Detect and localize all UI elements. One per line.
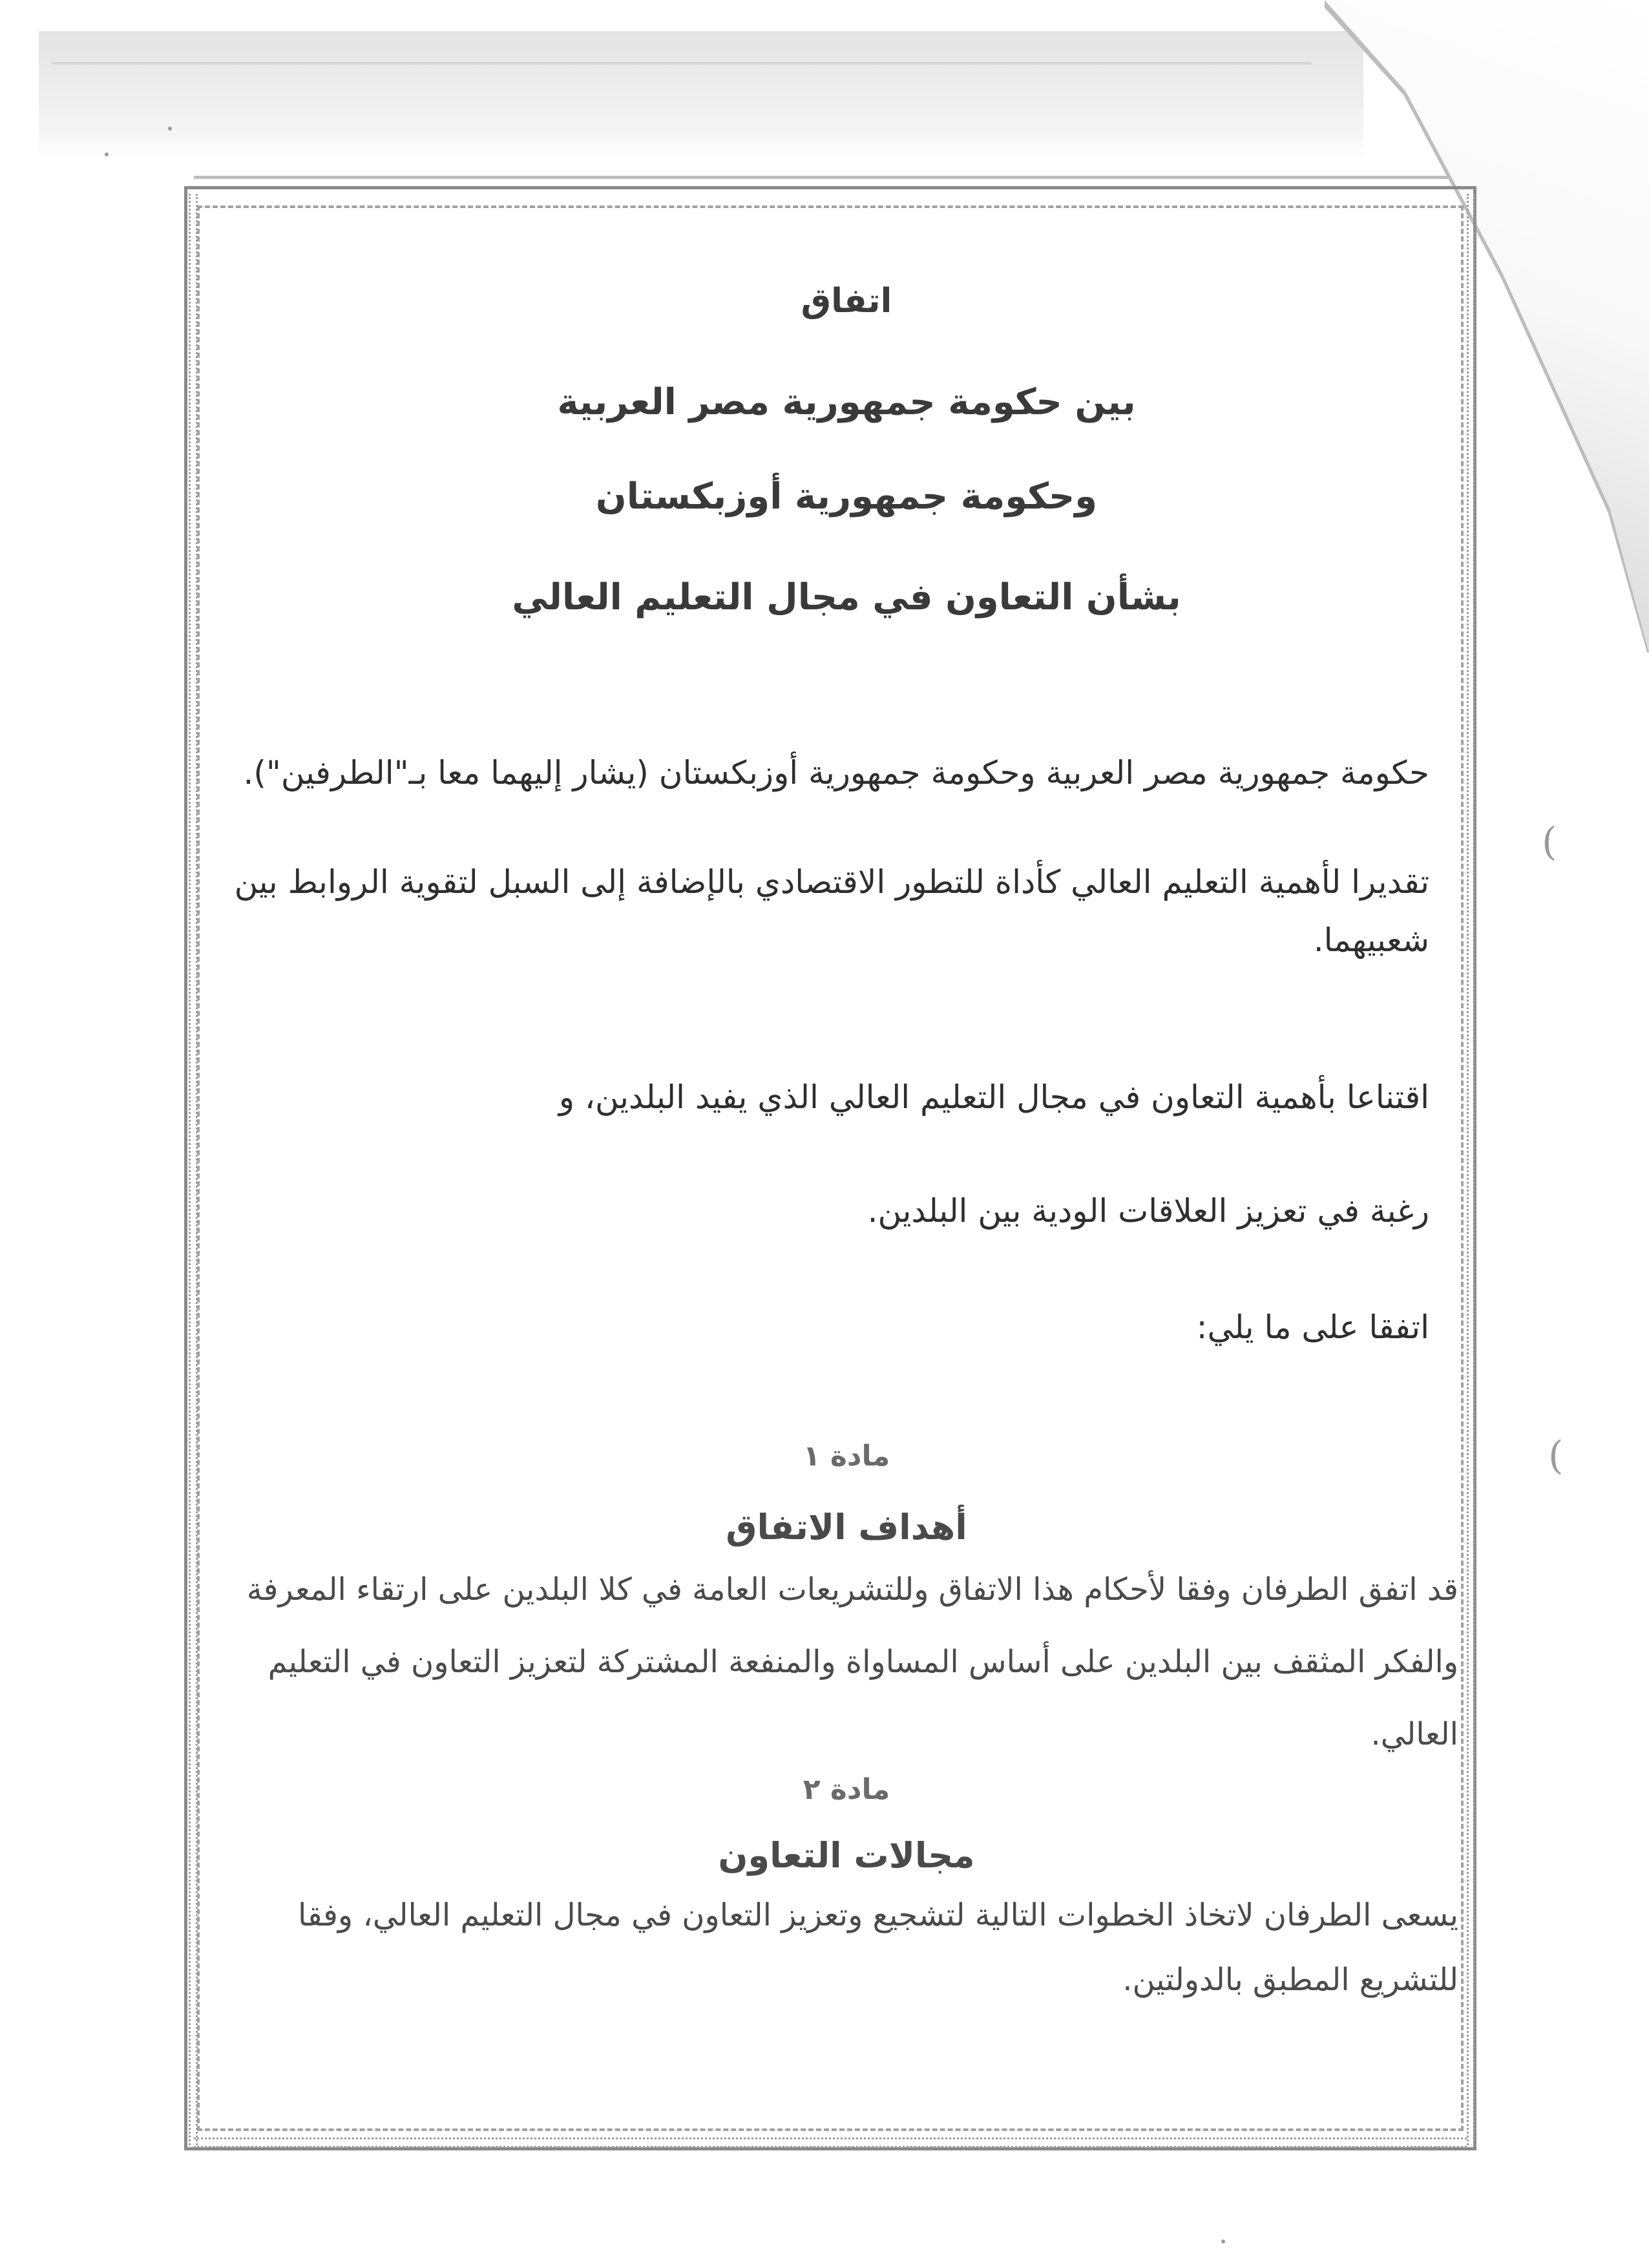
article-1-body <box>192 1553 1458 1770</box>
scan-speck <box>105 152 109 156</box>
margin-mark-2: ( <box>1548 1433 1564 1478</box>
page-border-bottom-strip <box>194 2137 1467 2148</box>
article-2-line: يسعى الطرفان لاتخاذ الخطوات التالية لتشجيع وتعزيز التعاون في مجال التعليم العالي، وفقا <box>298 1897 1458 1933</box>
title-subject: بشأن التعاون في مجال التعليم العالي <box>512 576 1181 618</box>
preamble-conviction: اقتناعا بأهمية التعاون في مجال التعليم العالي الذي يفيد البلدين، و <box>558 1078 1429 1116</box>
scanner-shadow <box>39 31 1363 160</box>
page-border-left-strip <box>189 194 198 2145</box>
preamble-appreciation-line: شعبيهما. <box>1313 921 1429 959</box>
preamble-appreciation-line: تقديرا لأهمية التعليم العالي كأداة للتطور الاقتصادي بالإضافة إلى السبل لتقوية الروابط بين <box>234 863 1429 901</box>
article-2-line: للتشريع المطبق بالدولتين. <box>1122 1962 1458 1998</box>
margin-mark-1: ( <box>1542 819 1557 865</box>
preamble-agreed: اتفقا على ما يلي: <box>1196 1308 1429 1346</box>
title-parties-egypt: بين حكومة جمهورية مصر العربية <box>557 381 1136 423</box>
article-2-number: مادة ٢ <box>803 1773 890 1806</box>
scan-speck <box>168 127 172 131</box>
preamble-appreciation <box>215 853 1429 969</box>
page-border-right-strip <box>1467 194 1476 2145</box>
article-1-line: العالي. <box>1371 1716 1458 1752</box>
preamble-desire: رغبة في تعزيز العلاقات الودية بين البلدين. <box>867 1192 1429 1230</box>
article-1-number: مادة ١ <box>803 1440 890 1473</box>
title-parties-uzbekistan: وحكومة جمهورية أوزبكستان <box>595 476 1098 518</box>
scan-speck <box>1221 2240 1225 2243</box>
preamble-parties: حكومة جمهورية مصر العربية وحكومة جمهورية أوزبكستان (يشار إليهما معا بـ"الطرفين"). <box>243 754 1429 792</box>
agreement-title: اتفاق <box>801 282 892 320</box>
article-1-heading: أهداف الاتفاق <box>726 1507 967 1548</box>
article-1-line: قد اتفق الطرفان وفقا لأحكام هذا الاتفاق وللتشريعات العامة في كلا البلدين على ارتقاء المعرفة <box>246 1571 1458 1608</box>
article-1-line: والفكر المثقف بين البلدين على أساس المساواة والمنفعة المشتركة لتعزيز التعاون في التعليم <box>268 1644 1458 1680</box>
article-2-heading: مجالات التعاون <box>718 1835 975 1876</box>
scan-line-top <box>52 62 1312 65</box>
scan-line-top-2 <box>194 176 1454 179</box>
article-2-body <box>192 1883 1458 2012</box>
